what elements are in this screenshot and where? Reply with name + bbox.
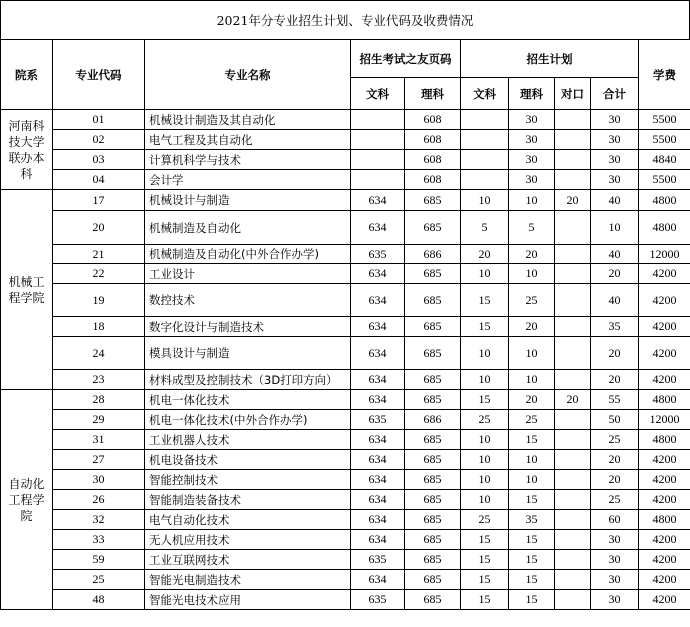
plan-li-cell: 20 [509, 390, 555, 410]
major-code-cell: 25 [53, 570, 145, 590]
plan-duikou-cell [555, 410, 591, 430]
major-code-cell: 23 [53, 370, 145, 390]
page-li-cell: 608 [405, 130, 461, 150]
fee-cell: 4200 [639, 284, 690, 317]
plan-li-cell: 10 [509, 190, 555, 211]
plan-li-cell: 20 [509, 317, 555, 337]
total-cell: 20 [591, 470, 639, 490]
table-row [1, 370, 690, 390]
total-cell: 30 [591, 170, 639, 190]
plan-li-cell: 5 [509, 211, 555, 245]
header-page-wen: 文科 [351, 78, 405, 110]
page-wen-cell: 634 [351, 284, 405, 317]
fee-cell: 4200 [639, 337, 690, 370]
plan-li-cell: 15 [509, 530, 555, 550]
page-wen-cell [351, 150, 405, 170]
page-wen-cell: 634 [351, 430, 405, 450]
plan-li-cell: 25 [509, 410, 555, 430]
fee-cell: 5500 [639, 170, 690, 190]
plan-li-cell: 30 [509, 130, 555, 150]
table-row [1, 190, 690, 211]
department-cell: 河南科技大学联办本科 [1, 110, 53, 190]
page-wen-cell: 634 [351, 317, 405, 337]
major-name-cell: 智能光电技术应用 [145, 590, 351, 610]
enrollment-table [0, 39, 690, 610]
header-plan-group: 招生计划 [461, 40, 639, 78]
plan-wen-cell [461, 130, 509, 150]
plan-wen-cell: 15 [461, 570, 509, 590]
plan-duikou-cell [555, 450, 591, 470]
table-row [1, 264, 690, 284]
plan-duikou-cell [555, 570, 591, 590]
page-wen-cell: 634 [351, 570, 405, 590]
major-name-cell: 数控技术 [145, 284, 351, 317]
table-row [1, 550, 690, 570]
plan-wen-cell [461, 150, 509, 170]
total-cell: 55 [591, 390, 639, 410]
page-wen-cell: 634 [351, 190, 405, 211]
page-wen-cell: 635 [351, 590, 405, 610]
header-dept: 院系 [1, 40, 53, 110]
header-page-li: 理科 [405, 78, 461, 110]
page-li-cell: 685 [405, 190, 461, 211]
plan-wen-cell: 10 [461, 490, 509, 510]
fee-cell: 4200 [639, 550, 690, 570]
total-cell: 40 [591, 245, 639, 264]
sheet-title: 2021年分专业招生计划、专业代码及收费情况 [0, 0, 690, 40]
plan-duikou-cell [555, 550, 591, 570]
plan-duikou-cell: 20 [555, 390, 591, 410]
major-code-cell: 17 [53, 190, 145, 211]
page-li-cell: 685 [405, 211, 461, 245]
table-row [1, 245, 690, 264]
total-cell: 25 [591, 430, 639, 450]
plan-wen-cell [461, 170, 509, 190]
plan-wen-cell: 15 [461, 284, 509, 317]
major-name-cell: 电气自动化技术 [145, 510, 351, 530]
plan-li-cell: 20 [509, 245, 555, 264]
major-name-cell: 机械制造及自动化(中外合作办学) [145, 245, 351, 264]
total-cell: 50 [591, 410, 639, 430]
fee-cell: 4200 [639, 450, 690, 470]
major-code-cell: 33 [53, 530, 145, 550]
major-code-cell: 20 [53, 211, 145, 245]
plan-li-cell: 15 [509, 430, 555, 450]
header-plan-duikou: 对口 [555, 78, 591, 110]
major-name-cell: 智能制造装备技术 [145, 490, 351, 510]
page-li-cell: 685 [405, 284, 461, 317]
plan-duikou-cell [555, 490, 591, 510]
plan-wen-cell: 10 [461, 450, 509, 470]
total-cell: 30 [591, 570, 639, 590]
page-wen-cell: 634 [351, 211, 405, 245]
table-row [1, 170, 690, 190]
total-cell: 20 [591, 370, 639, 390]
plan-duikou-cell [555, 170, 591, 190]
plan-li-cell: 30 [509, 170, 555, 190]
fee-cell: 4200 [639, 490, 690, 510]
major-name-cell: 机械设计与制造 [145, 190, 351, 211]
major-name-cell: 工业设计 [145, 264, 351, 284]
plan-duikou-cell [555, 337, 591, 370]
page-li-cell: 685 [405, 530, 461, 550]
fee-cell: 4200 [639, 317, 690, 337]
major-name-cell: 数字化设计与制造技术 [145, 317, 351, 337]
plan-li-cell: 15 [509, 550, 555, 570]
page-li-cell: 608 [405, 170, 461, 190]
major-code-cell: 27 [53, 450, 145, 470]
fee-cell: 4800 [639, 510, 690, 530]
fee-cell: 4200 [639, 590, 690, 610]
page-wen-cell: 635 [351, 550, 405, 570]
major-code-cell: 04 [53, 170, 145, 190]
major-name-cell: 智能控制技术 [145, 470, 351, 490]
major-name-cell: 机电一体化技术(中外合作办学) [145, 410, 351, 430]
table-row [1, 110, 690, 130]
page-wen-cell: 634 [351, 264, 405, 284]
department-cell: 自动化工程学院 [1, 390, 53, 610]
plan-duikou-cell: 20 [555, 190, 591, 211]
page-li-cell: 685 [405, 337, 461, 370]
table-row [1, 211, 690, 245]
major-code-cell: 32 [53, 510, 145, 530]
table-row [1, 130, 690, 150]
major-code-cell: 29 [53, 410, 145, 430]
plan-wen-cell: 25 [461, 410, 509, 430]
plan-li-cell: 10 [509, 450, 555, 470]
page-li-cell: 685 [405, 550, 461, 570]
major-code-cell: 48 [53, 590, 145, 610]
fee-cell: 4800 [639, 430, 690, 450]
major-name-cell: 机械设计制造及其自动化 [145, 110, 351, 130]
table-row [1, 390, 690, 410]
table-row [1, 470, 690, 490]
plan-li-cell: 10 [509, 370, 555, 390]
plan-wen-cell [461, 110, 509, 130]
page-li-cell: 685 [405, 390, 461, 410]
plan-li-cell: 15 [509, 570, 555, 590]
table-row [1, 510, 690, 530]
major-code-cell: 59 [53, 550, 145, 570]
plan-duikou-cell [555, 370, 591, 390]
table-row [1, 337, 690, 370]
table-row [1, 430, 690, 450]
table-row [1, 590, 690, 610]
table-row [1, 317, 690, 337]
table-row [1, 570, 690, 590]
table-row [1, 490, 690, 510]
total-cell: 60 [591, 510, 639, 530]
fee-cell: 4200 [639, 370, 690, 390]
major-code-cell: 18 [53, 317, 145, 337]
total-cell: 20 [591, 450, 639, 470]
page-wen-cell: 635 [351, 245, 405, 264]
major-code-cell: 22 [53, 264, 145, 284]
page-wen-cell: 634 [351, 530, 405, 550]
fee-cell: 4200 [639, 530, 690, 550]
plan-li-cell: 15 [509, 490, 555, 510]
header-plan-total: 合计 [591, 78, 639, 110]
major-name-cell: 工业互联网技术 [145, 550, 351, 570]
page-li-cell: 685 [405, 470, 461, 490]
page-wen-cell: 634 [351, 490, 405, 510]
major-name-cell: 机电设备技术 [145, 450, 351, 470]
major-name-cell: 机电一体化技术 [145, 390, 351, 410]
page-li-cell: 608 [405, 110, 461, 130]
page-li-cell: 686 [405, 245, 461, 264]
plan-wen-cell: 25 [461, 510, 509, 530]
plan-wen-cell: 15 [461, 390, 509, 410]
major-name-cell: 计算机科学与技术 [145, 150, 351, 170]
plan-wen-cell: 10 [461, 370, 509, 390]
fee-cell: 4200 [639, 570, 690, 590]
total-cell: 30 [591, 550, 639, 570]
major-code-cell: 24 [53, 337, 145, 370]
page-wen-cell: 635 [351, 410, 405, 430]
fee-cell: 12000 [639, 245, 690, 264]
header-page-group: 招生考试之友页码 [351, 40, 461, 78]
page-li-cell: 685 [405, 490, 461, 510]
total-cell: 25 [591, 490, 639, 510]
page-li-cell: 685 [405, 317, 461, 337]
page-wen-cell: 634 [351, 470, 405, 490]
total-cell: 40 [591, 190, 639, 211]
total-cell: 35 [591, 317, 639, 337]
plan-duikou-cell [555, 590, 591, 610]
plan-duikou-cell [555, 470, 591, 490]
total-cell: 30 [591, 150, 639, 170]
fee-cell: 12000 [639, 410, 690, 430]
page-wen-cell: 634 [351, 510, 405, 530]
page-wen-cell: 634 [351, 370, 405, 390]
fee-cell: 4800 [639, 211, 690, 245]
major-name-cell: 智能光电制造技术 [145, 570, 351, 590]
fee-cell: 4200 [639, 470, 690, 490]
major-name-cell: 无人机应用技术 [145, 530, 351, 550]
total-cell: 10 [591, 211, 639, 245]
fee-cell: 5500 [639, 130, 690, 150]
plan-li-cell: 30 [509, 110, 555, 130]
page-li-cell: 685 [405, 570, 461, 590]
department-cell: 机械工程学院 [1, 190, 53, 390]
table-body [1, 110, 690, 610]
page-wen-cell: 634 [351, 337, 405, 370]
plan-duikou-cell [555, 284, 591, 317]
page-wen-cell [351, 110, 405, 130]
page-li-cell: 685 [405, 510, 461, 530]
fee-cell: 4800 [639, 190, 690, 211]
total-cell: 30 [591, 590, 639, 610]
major-code-cell: 26 [53, 490, 145, 510]
fee-cell: 4800 [639, 390, 690, 410]
major-name-cell: 会计学 [145, 170, 351, 190]
table-row [1, 410, 690, 430]
plan-duikou-cell [555, 130, 591, 150]
major-code-cell: 30 [53, 470, 145, 490]
page-li-cell: 685 [405, 370, 461, 390]
major-code-cell: 28 [53, 390, 145, 410]
fee-cell: 5500 [639, 110, 690, 130]
plan-wen-cell: 10 [461, 190, 509, 211]
total-cell: 40 [591, 284, 639, 317]
header-fee: 学费 [639, 40, 690, 110]
table-row [1, 530, 690, 550]
plan-wen-cell: 15 [461, 550, 509, 570]
major-code-cell: 01 [53, 110, 145, 130]
plan-wen-cell: 15 [461, 590, 509, 610]
plan-wen-cell: 15 [461, 530, 509, 550]
page-wen-cell [351, 170, 405, 190]
fee-cell: 4200 [639, 264, 690, 284]
total-cell: 30 [591, 530, 639, 550]
plan-li-cell: 35 [509, 510, 555, 530]
total-cell: 20 [591, 264, 639, 284]
plan-wen-cell: 5 [461, 211, 509, 245]
header-name: 专业名称 [145, 40, 351, 110]
plan-li-cell: 10 [509, 470, 555, 490]
plan-wen-cell: 20 [461, 245, 509, 264]
page-li-cell: 685 [405, 450, 461, 470]
plan-wen-cell: 10 [461, 264, 509, 284]
page-li-cell: 685 [405, 590, 461, 610]
header-plan-li: 理科 [509, 78, 555, 110]
plan-wen-cell: 10 [461, 337, 509, 370]
plan-duikou-cell [555, 430, 591, 450]
plan-duikou-cell [555, 264, 591, 284]
major-name-cell: 模具设计与制造 [145, 337, 351, 370]
plan-wen-cell: 15 [461, 317, 509, 337]
major-name-cell: 工业机器人技术 [145, 430, 351, 450]
page-li-cell: 685 [405, 264, 461, 284]
plan-duikou-cell [555, 317, 591, 337]
plan-li-cell: 30 [509, 150, 555, 170]
plan-duikou-cell [555, 510, 591, 530]
plan-li-cell: 10 [509, 264, 555, 284]
major-code-cell: 03 [53, 150, 145, 170]
plan-wen-cell: 10 [461, 470, 509, 490]
page-wen-cell [351, 130, 405, 150]
plan-duikou-cell [555, 110, 591, 130]
major-name-cell: 机械制造及自动化 [145, 211, 351, 245]
plan-duikou-cell [555, 530, 591, 550]
page-wen-cell: 634 [351, 450, 405, 470]
plan-li-cell: 25 [509, 284, 555, 317]
major-code-cell: 19 [53, 284, 145, 317]
table-row [1, 150, 690, 170]
total-cell: 20 [591, 337, 639, 370]
header-code: 专业代码 [53, 40, 145, 110]
page-li-cell: 608 [405, 150, 461, 170]
header-row-1 [1, 40, 690, 78]
total-cell: 30 [591, 110, 639, 130]
plan-wen-cell: 10 [461, 430, 509, 450]
plan-li-cell: 15 [509, 590, 555, 610]
table-row [1, 284, 690, 317]
page-li-cell: 685 [405, 430, 461, 450]
major-name-cell: 材料成型及控制技术（3D打印方向） [145, 370, 351, 390]
header-plan-wen: 文科 [461, 78, 509, 110]
plan-li-cell: 10 [509, 337, 555, 370]
plan-duikou-cell [555, 245, 591, 264]
major-name-cell: 电气工程及其自动化 [145, 130, 351, 150]
page-li-cell: 686 [405, 410, 461, 430]
major-code-cell: 21 [53, 245, 145, 264]
plan-duikou-cell [555, 211, 591, 245]
major-code-cell: 02 [53, 130, 145, 150]
major-code-cell: 31 [53, 430, 145, 450]
page-wen-cell: 634 [351, 390, 405, 410]
table-row [1, 450, 690, 470]
plan-duikou-cell [555, 150, 591, 170]
fee-cell: 4840 [639, 150, 690, 170]
total-cell: 30 [591, 130, 639, 150]
